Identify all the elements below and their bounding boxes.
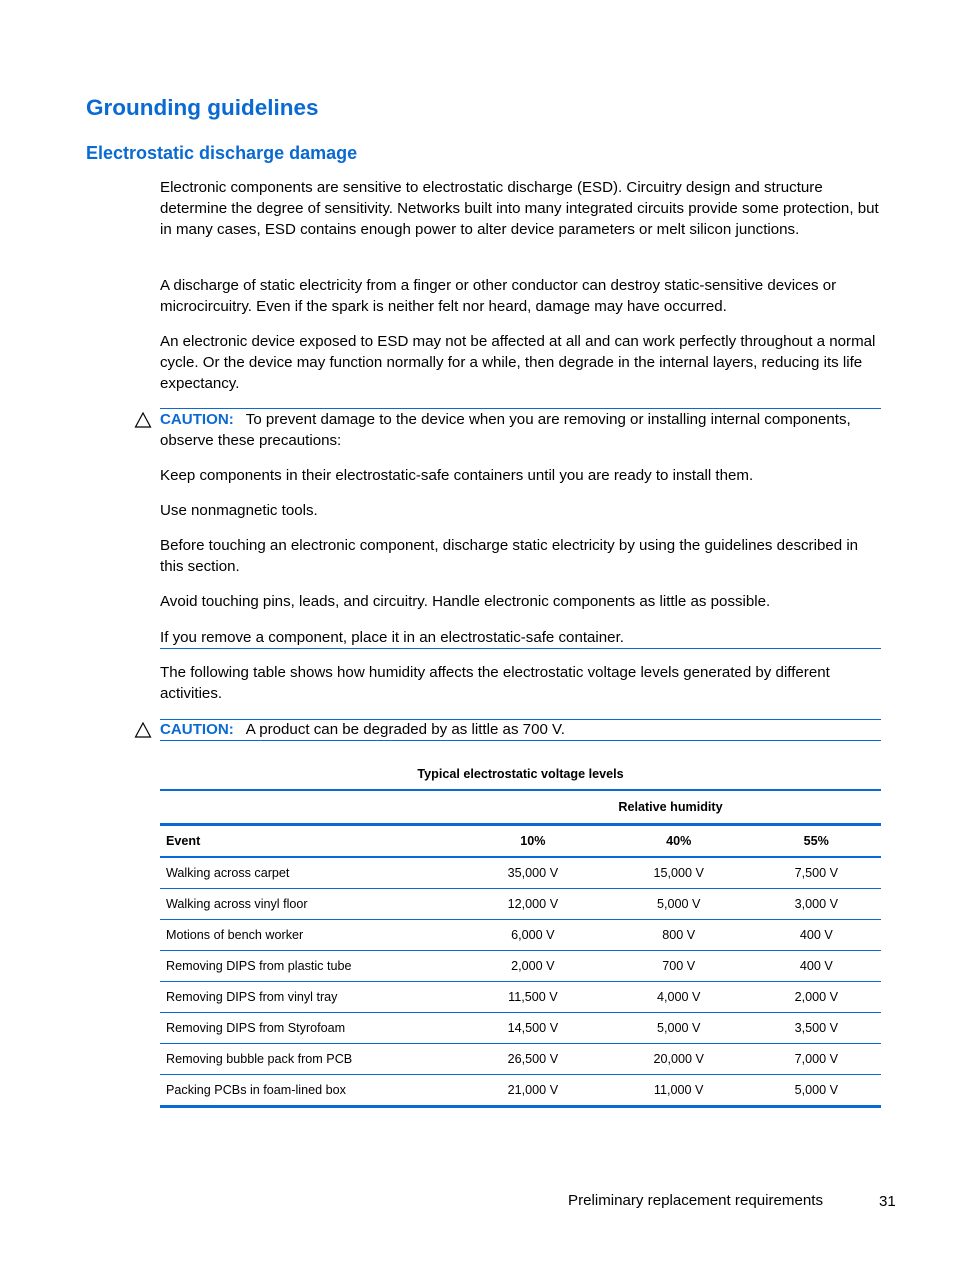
event-cell: Removing DIPS from plastic tube	[160, 951, 460, 982]
table-caption: Typical electrostatic voltage levels	[417, 767, 624, 781]
value-cell: 5,000 V	[606, 1013, 752, 1044]
precaution-item: Avoid touching pins, leads, and circuitry. Handle electronic components as little as possible.	[160, 593, 771, 610]
event-cell: Motions of bench worker	[160, 920, 460, 951]
caution-bottom-rule	[160, 740, 881, 741]
table-header-empty	[160, 790, 460, 825]
page-title: Grounding guidelines	[86, 95, 319, 120]
caution-label: CAUTION:	[160, 411, 234, 428]
section-title: Electrostatic discharge damage	[86, 143, 358, 163]
value-cell: 11,000 V	[606, 1075, 752, 1107]
footer-section-title: Preliminary replacement requirements	[568, 1192, 824, 1209]
paragraph-device-exposure: An electronic device exposed to ESD may not be affected at all and can work perfectly throughout a normal cycle. Or the device may function normally for a while, then degrade in the internal layers, reducing its life expectancy.	[160, 333, 876, 392]
value-cell: 3,000 V	[752, 889, 881, 920]
relative-humidity-header: Relative humidity	[460, 790, 881, 825]
precaution-item: If you remove a component, place it in an electrostatic-safe container.	[160, 629, 624, 646]
value-cell: 14,500 V	[460, 1013, 606, 1044]
value-cell: 3,500 V	[752, 1013, 881, 1044]
value-cell: 400 V	[752, 951, 881, 982]
paragraph-table-intro: The following table shows how humidity affects the electrostatic voltage levels generated by different activities.	[160, 664, 830, 702]
caution-text: To prevent damage to the device when you are removing or installing internal components, observe these precautions:	[160, 411, 851, 449]
table-row	[160, 889, 881, 920]
value-cell: 15,000 V	[606, 857, 752, 889]
page-number: 31	[879, 1193, 896, 1210]
value-cell: 26,500 V	[460, 1044, 606, 1075]
voltage-levels-table	[160, 789, 881, 1108]
table-row	[160, 920, 881, 951]
value-cell: 6,000 V	[460, 920, 606, 951]
table-row	[160, 1044, 881, 1075]
paragraph-esd-intro: Electronic components are sensitive to electrostatic discharge (ESD). Circuitry design and structure determine the degree of sensitivity. Networks built into many integrated circuits provide some protection, but in many cases, ESD contains enough power to alter device parameters or melt silicon junctions.	[160, 179, 879, 238]
value-cell: 2,000 V	[752, 982, 881, 1013]
precaution-item: Before touching an electronic component, discharge static electricity by using the guidelines described in this section.	[160, 537, 859, 575]
value-cell: 35,000 V	[460, 857, 606, 889]
value-cell: 4,000 V	[606, 982, 752, 1013]
value-cell: 20,000 V	[606, 1044, 752, 1075]
column-header-55: 55%	[752, 825, 881, 858]
event-cell: Removing DIPS from Styrofoam	[160, 1013, 460, 1044]
table-row	[160, 1013, 881, 1044]
event-cell: Walking across carpet	[160, 857, 460, 889]
value-cell: 400 V	[752, 920, 881, 951]
table-header-row	[160, 825, 881, 858]
precaution-item: Use nonmagnetic tools.	[160, 502, 318, 519]
caution-text: A product can be degraded by as little as 700 V.	[245, 721, 565, 738]
event-cell: Removing bubble pack from PCB	[160, 1044, 460, 1075]
column-header-10: 10%	[460, 825, 606, 858]
table-row	[160, 857, 881, 889]
value-cell: 21,000 V	[460, 1075, 606, 1107]
table-row	[160, 982, 881, 1013]
value-cell: 5,000 V	[752, 1075, 881, 1107]
event-cell: Walking across vinyl floor	[160, 889, 460, 920]
caution-degradation	[160, 719, 882, 740]
table-group-header-row	[160, 790, 881, 825]
caution-label: CAUTION:	[160, 721, 234, 738]
event-cell: Packing PCBs in foam-lined box	[160, 1075, 460, 1107]
value-cell: 11,500 V	[460, 982, 606, 1013]
caution-precautions	[160, 409, 882, 451]
table-row	[160, 951, 881, 982]
column-header-event: Event	[160, 825, 460, 858]
value-cell: 7,000 V	[752, 1044, 881, 1075]
warning-triangle-icon	[134, 411, 152, 429]
value-cell: 7,500 V	[752, 857, 881, 889]
event-cell: Removing DIPS from vinyl tray	[160, 982, 460, 1013]
value-cell: 800 V	[606, 920, 752, 951]
table-row	[160, 1075, 881, 1107]
caution-bottom-rule	[160, 648, 881, 649]
value-cell: 12,000 V	[460, 889, 606, 920]
warning-triangle-icon	[134, 721, 152, 739]
precaution-item: Keep components in their electrostatic-safe containers until you are ready to install them.	[160, 467, 754, 484]
value-cell: 700 V	[606, 951, 752, 982]
column-header-40: 40%	[606, 825, 752, 858]
value-cell: 5,000 V	[606, 889, 752, 920]
paragraph-static-discharge: A discharge of static electricity from a finger or other conductor can destroy static-sensitive devices or microcircuitry. Even if the spark is neither felt nor heard, damage may have occurred.	[160, 277, 837, 315]
value-cell: 2,000 V	[460, 951, 606, 982]
